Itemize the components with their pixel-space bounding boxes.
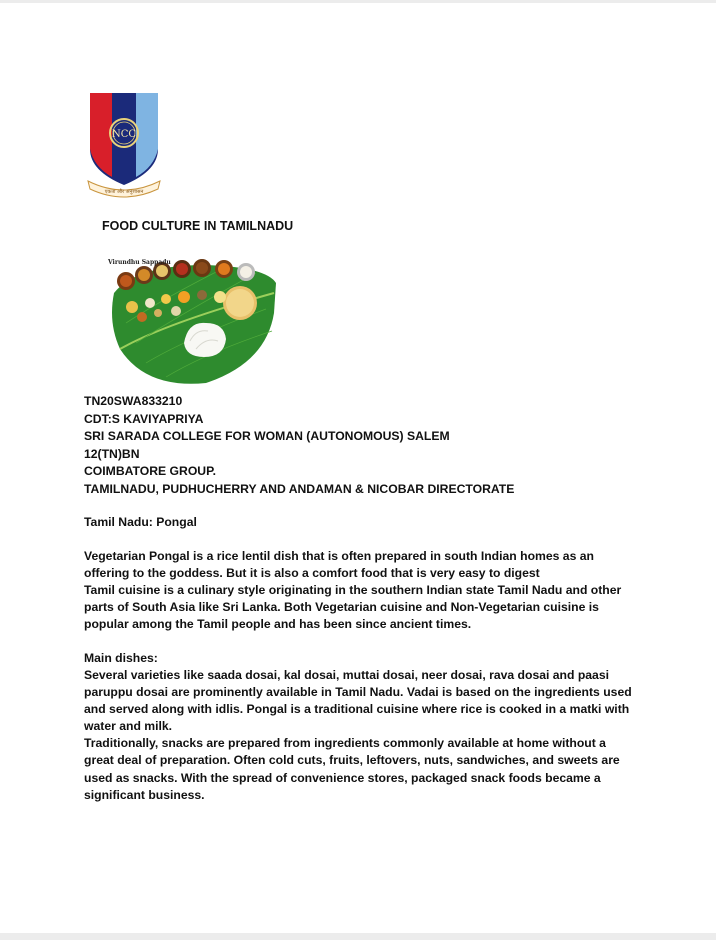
paragraph: Tamil cuisine is a culinary style originating in the southern Indian state Tamil Nadu and other parts of South Asia like Sri Lanka. Both Vegetarian cuisine and Non-Vegetarian cuisine is popular among the Tamil people and has been since ancient times. bbox=[84, 583, 622, 632]
group-name: COIMBATORE GROUP. bbox=[84, 464, 217, 479]
paragraph: Traditionally, snacks are prepared from ingredients commonly available at home without a great deal of preparation. Often cold cuts, fruits, leftovers, nuts, sandwiches, and sweets are used as snacks. With the spread of convenience stores, packaged snack foods became a significant business. bbox=[84, 736, 620, 802]
paragraph: Vegetarian Pongal is a rice lentil dish that is often prepared in south Indian homes as an offering to the goddess. But it is also a comfort food that is very easy to digest bbox=[84, 549, 594, 581]
cadet-name: CDT:S KAVIYAPRIYA bbox=[84, 411, 204, 426]
logo-motto: एकता और अनुशासन bbox=[104, 189, 144, 195]
college-name: SRI SARADA COLLEGE FOR WOMAN (AUTONOMOUS) SALEM bbox=[84, 429, 450, 444]
banana-leaf-meal-image bbox=[106, 253, 278, 389]
svg-text:NCC: NCC bbox=[111, 129, 137, 140]
registration-number: TN20SWA833210 bbox=[84, 394, 183, 408]
section-body-pongal bbox=[84, 548, 632, 633]
section-heading-pongal: Tamil Nadu: Pongal bbox=[84, 515, 197, 529]
image-caption: Virundhu Sappadu bbox=[108, 259, 171, 266]
section-body-main-dishes bbox=[84, 667, 632, 804]
paragraph: Several varieties like saada dosai, kal dosai, muttai dosai, neer dosai, rava dosai and paasi paruppu dosai are prominently available in Tamil Nadu. Vadai is based on the ingredients used and served along with idlis. Pongal is a traditional cuisine where rice is cooked in a matki with water and milk. bbox=[84, 668, 632, 734]
document-page bbox=[0, 3, 716, 933]
battalion: 12(TN)BN bbox=[84, 446, 140, 461]
ncc-crest-icon bbox=[84, 89, 164, 201]
cadet-info bbox=[84, 393, 644, 499]
section-heading-main-dishes: Main dishes: bbox=[84, 651, 158, 665]
directorate: TAMILNADU, PUDHUCHERRY AND ANDAMAN & NICOBAR DIRECTORATE bbox=[84, 481, 515, 496]
document-title: FOOD CULTURE IN TAMILNADU bbox=[102, 219, 294, 233]
